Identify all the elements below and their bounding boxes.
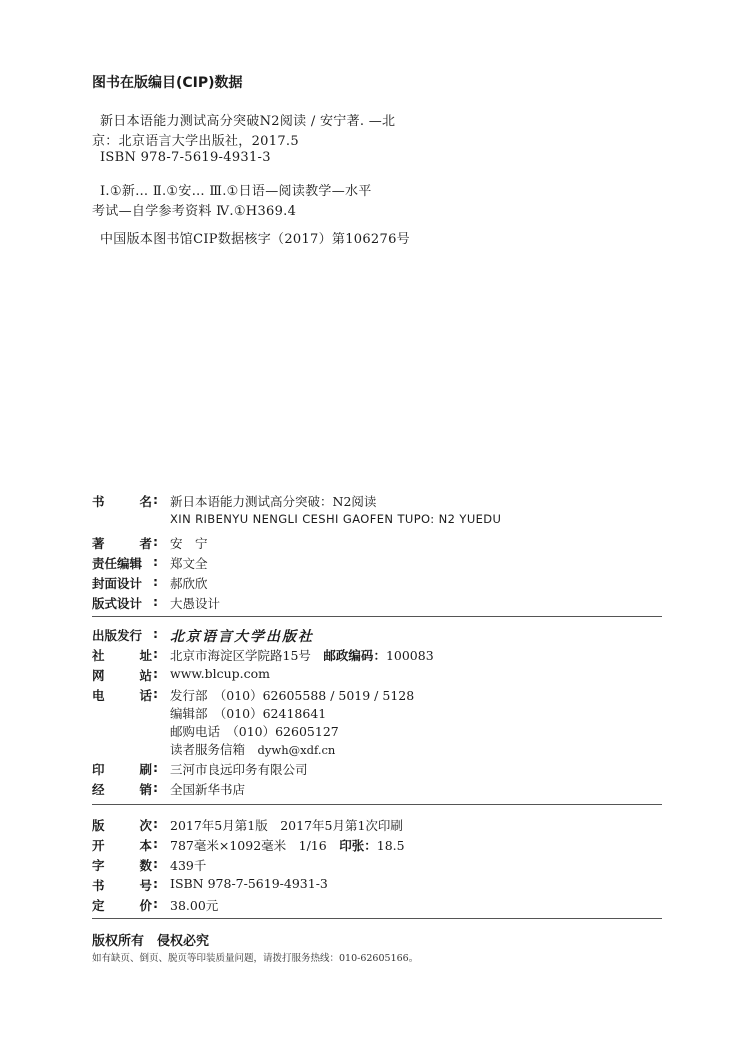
cover-design-label: 封面设计: [92, 576, 143, 591]
label-char: 次: [139, 818, 152, 833]
colon: ：: [364, 838, 377, 853]
label-char: 开: [92, 838, 105, 853]
colon: :: [153, 646, 158, 661]
words-value: 439千: [170, 858, 207, 873]
edition-label: [92, 816, 152, 834]
label-char: 销: [139, 782, 152, 797]
reader-service-email: dywh@xdf.cn: [257, 743, 336, 757]
colon: :: [153, 594, 158, 609]
postcode-value: 100083: [385, 648, 434, 663]
phone-label: [92, 686, 152, 704]
label-char: 电: [92, 688, 105, 703]
website-value: www.blcup.com: [170, 666, 270, 681]
colon: :: [153, 574, 158, 589]
isbn-label: [92, 876, 152, 894]
label-char: 址: [139, 648, 152, 663]
publisher-logo: 北京语言大学出版社: [170, 629, 314, 645]
format-label: [92, 836, 152, 854]
label-char: 名: [139, 494, 152, 509]
divider: [92, 918, 662, 919]
price-label: [92, 896, 152, 914]
layout-design-value: 大愚设计: [170, 596, 221, 611]
reader-service-label: 读者服务信箱: [170, 742, 246, 757]
copyright-notice: 版权所有 侵权必究: [92, 934, 210, 949]
colon: :: [153, 554, 158, 569]
label-char: 数: [139, 858, 152, 873]
author-value: 安 宁: [170, 536, 208, 551]
format-value: [170, 836, 405, 854]
cip-line-5: 考试—自学参考资料 Ⅳ.①H369.4: [92, 204, 297, 219]
label-char: 站: [139, 668, 152, 683]
book-title-value: 新日本语能力测试高分突破：N2阅读: [170, 494, 377, 509]
phone-line-1: 发行部 （010）62605588 / 5019 / 5128: [170, 688, 415, 703]
colon: :: [153, 760, 158, 775]
label-char: 定: [92, 898, 105, 913]
isbn-value: ISBN 978-7-5619-4931-3: [170, 876, 328, 891]
colon: :: [153, 856, 158, 871]
website-label: [92, 666, 152, 684]
colon: :: [153, 780, 158, 795]
cover-design-value: 郝欣欣: [170, 576, 208, 591]
phone-line-2: 编辑部 （010）62418641: [170, 706, 327, 721]
publisher-label: 出版发行: [92, 628, 143, 643]
label-char: 价: [139, 898, 152, 913]
phone-line-3: 邮购电话 （010）62605127: [170, 724, 339, 739]
address-text: 北京市海淀区学院路15号: [170, 648, 311, 663]
distributor-value: 全国新华书店: [170, 782, 246, 797]
label-char: 网: [92, 668, 105, 683]
colon: :: [153, 666, 158, 681]
book-title-pinyin: XIN RIBENYU NENGLI CESHI GAOFEN TUPO: N2 YUEDU: [170, 512, 502, 526]
label-char: 社: [92, 648, 105, 663]
label-char: 书: [92, 494, 105, 509]
colon: :: [153, 876, 158, 891]
edition-value: 2017年5月第1版 2017年5月第1次印刷: [170, 818, 403, 833]
layout-design-label: 版式设计: [92, 596, 143, 611]
label-char: 书: [92, 878, 105, 893]
cip-line-1: 新日本语能力测试高分突破N2阅读 / 安宁著. —北: [100, 114, 396, 129]
divider: [92, 616, 662, 617]
cip-line-6: 中国版本图书馆CIP数据核字（2017）第106276号: [100, 232, 410, 247]
author-label: [92, 534, 152, 552]
colon: :: [153, 816, 158, 831]
printer-label: [92, 760, 152, 778]
colon: :: [153, 492, 158, 507]
price-value: 38.00元: [170, 898, 219, 913]
cip-line-4: Ⅰ.①新… Ⅱ.①安… Ⅲ.①日语—阅读教学—水平: [100, 184, 372, 199]
label-char: 版: [92, 818, 105, 833]
cip-line-3: ISBN 978-7-5619-4931-3: [100, 150, 271, 165]
cip-line-2: 京：北京语言大学出版社，2017.5: [92, 134, 299, 149]
label-char: 本: [139, 838, 152, 853]
colon: :: [153, 686, 158, 701]
colon: :: [153, 836, 158, 851]
book-title-label: [92, 492, 152, 510]
cip-title: 图书在版编目(CIP)数据: [92, 75, 243, 91]
colon: :: [153, 534, 158, 549]
printer-value: 三河市良远印务有限公司: [170, 762, 308, 777]
colon: ：: [373, 648, 386, 663]
label-char: 经: [92, 782, 105, 797]
distributor-label: [92, 780, 152, 798]
label-char: 字: [92, 858, 105, 873]
colon: :: [153, 626, 158, 641]
quality-notice: 如有缺页、倒页、脱页等印装质量问题，请拨打服务热线：010-62605166。: [92, 953, 419, 964]
divider: [92, 804, 662, 805]
colon: :: [153, 896, 158, 911]
label-char: 刷: [139, 762, 152, 777]
editor-value: 郑文全: [170, 556, 208, 571]
label-char: 号: [139, 878, 152, 893]
address-value: [170, 646, 434, 664]
words-label: [92, 856, 152, 874]
label-char: 著: [92, 536, 105, 551]
label-char: 者: [139, 536, 152, 551]
editor-label: 责任编辑: [92, 556, 143, 571]
format-text: 787毫米×1092毫米 1/16: [170, 838, 327, 853]
label-char: 印: [92, 762, 105, 777]
postcode-label: 邮政编码: [323, 648, 374, 663]
label-char: 话: [139, 688, 152, 703]
sheets-value: 18.5: [376, 838, 405, 853]
sheets-label: 印张: [339, 838, 365, 853]
phone-line-4: [170, 740, 335, 758]
address-label: [92, 646, 152, 664]
